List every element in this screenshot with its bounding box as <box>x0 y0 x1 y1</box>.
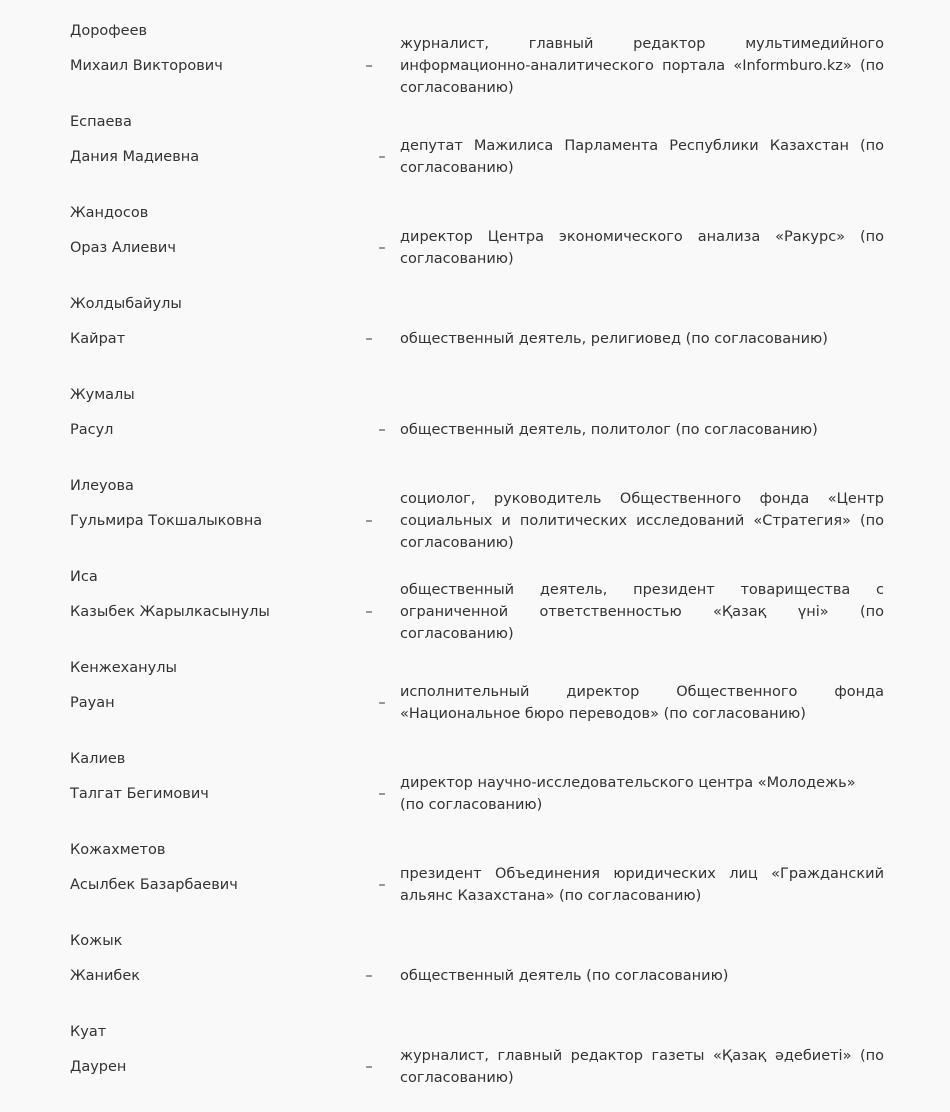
member-dash: – <box>365 331 373 347</box>
member-given-name: Рауан <box>70 695 115 711</box>
member-given-name: Дания Мадиевна <box>70 149 200 165</box>
member-dash: – <box>365 58 373 74</box>
member-surname: Илеуова <box>70 478 134 494</box>
member-given-name: Ораз Алиевич <box>70 240 176 256</box>
member-given-name: Талгат Бегимович <box>70 786 209 802</box>
member-surname: Куат <box>70 1024 107 1040</box>
member-surname: Иса <box>70 569 98 585</box>
member-surname: Жумалы <box>70 387 135 403</box>
member-dash: – <box>365 604 373 620</box>
member-dash: – <box>378 877 386 893</box>
member-dash: – <box>378 786 386 802</box>
member-description: исполнительный директор Общественного фонда «Национальное бюро переводов» (по согласованию) <box>400 684 884 722</box>
member-description: журналист, главный редактор газеты «Қазақ әдебиеті» (по согласованию) <box>400 1048 884 1086</box>
member-given-name: Даурен <box>70 1059 127 1075</box>
member-dash: – <box>378 695 386 711</box>
member-row <box>0 111 950 202</box>
member-row <box>0 20 950 111</box>
member-dash: – <box>378 149 386 165</box>
member-description: депутат Мажилиса Парламента Республики Казахстан (по согласованию) <box>400 138 884 176</box>
member-surname: Дорофеев <box>70 23 148 39</box>
member-row <box>0 748 950 839</box>
member-row <box>0 839 950 930</box>
member-given-name: Расул <box>70 422 114 438</box>
member-description: общественный деятель (по согласованию) <box>400 968 729 984</box>
member-description: президент Объединения юридических лиц «Гражданский альянс Казахстана» (по согласованию) <box>400 866 884 904</box>
member-row <box>0 475 950 566</box>
member-row <box>0 1021 950 1112</box>
member-surname: Еспаева <box>70 114 132 130</box>
member-surname: Калиев <box>70 751 126 767</box>
member-description: журналист, главный редактор мультимедийного информационно-аналитического портала «Informburo.kz» (по согласованию) <box>400 36 884 96</box>
member-description: общественный деятель, президент товарищества с ограниченной ответственностью «Қазақ үні» (по согласованию) <box>400 582 884 642</box>
member-given-name: Казыбек Жарылкасынулы <box>70 604 270 620</box>
member-surname: Кожахметов <box>70 842 166 858</box>
member-dash: – <box>365 1059 373 1075</box>
member-description: директор научно-исследовательского центра «Молодежь» (по согласованию) <box>400 775 856 813</box>
member-description: общественный деятель, политолог (по согласованию) <box>400 422 818 438</box>
member-given-name: Кайрат <box>70 331 126 347</box>
member-row <box>0 202 950 293</box>
member-surname: Жандосов <box>70 205 149 221</box>
member-description: социолог, руководитель Общественного фонда «Центр социальных и политических исследований «Стратегия» (по согласованию) <box>400 491 884 551</box>
member-dash: – <box>378 240 386 256</box>
member-surname: Жолдыбайулы <box>70 296 182 312</box>
member-row <box>0 293 950 384</box>
member-row <box>0 930 950 1021</box>
member-given-name: Асылбек Базарбаевич <box>70 877 238 893</box>
member-row <box>0 657 950 748</box>
member-dash: – <box>365 968 373 984</box>
member-row <box>0 566 950 657</box>
member-given-name: Михаил Викторович <box>70 58 223 74</box>
member-given-name: Гульмира Токшалыковна <box>70 513 263 529</box>
member-given-name: Жанибек <box>70 968 141 984</box>
member-surname: Кожык <box>70 933 123 949</box>
member-dash: – <box>378 422 386 438</box>
member-description: общественный деятель, религиовед (по согласованию) <box>400 331 828 347</box>
member-dash: – <box>365 513 373 529</box>
member-row <box>0 384 950 475</box>
member-description: директор Центра экономического анализа «Ракурс» (по согласованию) <box>400 229 884 267</box>
member-surname: Кенжеханулы <box>70 660 177 676</box>
